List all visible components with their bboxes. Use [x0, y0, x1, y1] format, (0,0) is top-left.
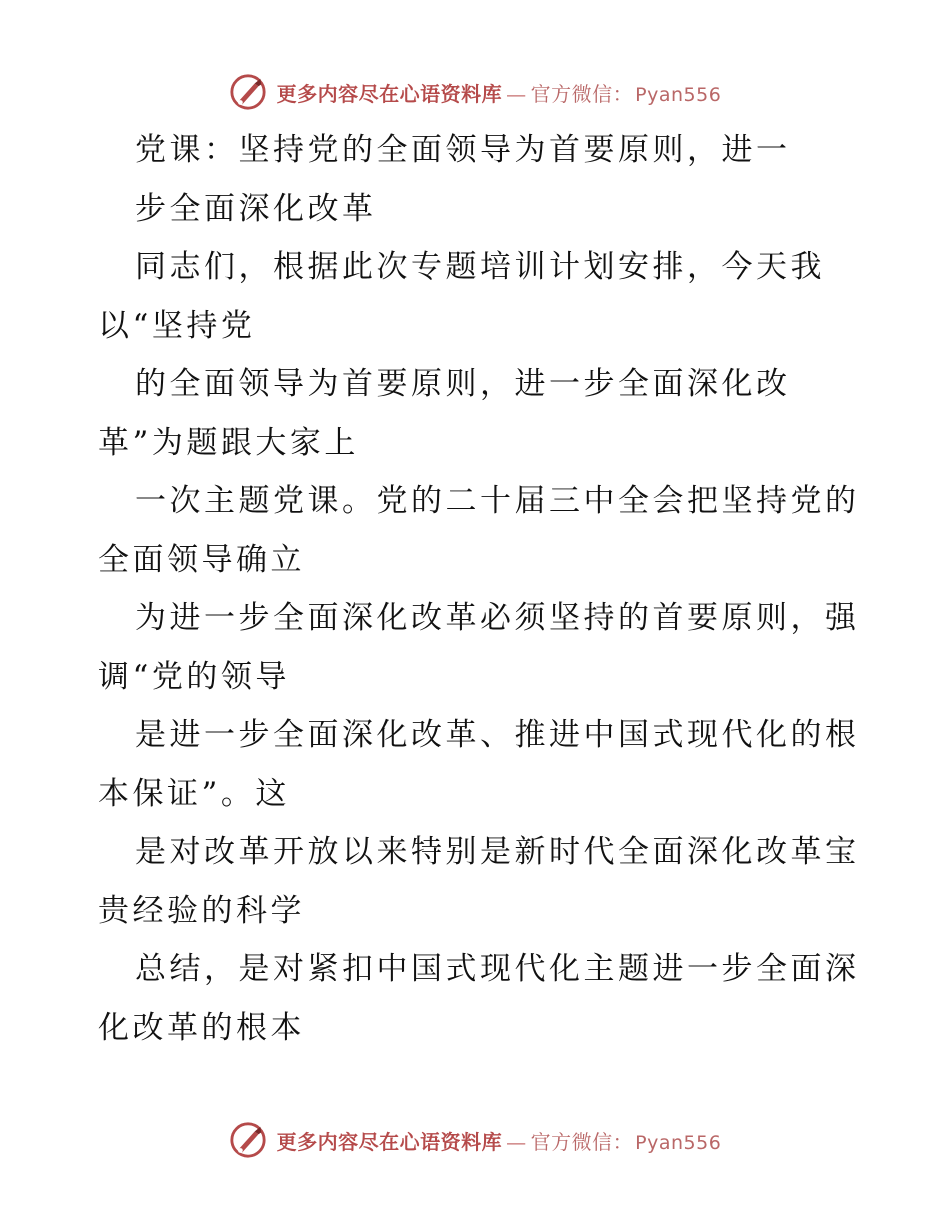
doc-line: 总结，是对紧扣中国式现代化主题进一步全面深 — [135, 951, 860, 987]
watermark-wechat-label: 官方微信： — [530, 81, 634, 106]
doc-line: 化改革的根本 — [98, 1009, 305, 1046]
header-watermark — [0, 70, 950, 114]
doc-line: 的全面领导为首要原则，进一步全面深化改 — [135, 366, 791, 402]
document-body — [98, 121, 868, 1057]
quill-pen-circle-icon — [229, 1121, 267, 1159]
doc-line: 是对改革开放以来特别是新时代全面深化改革宝 — [135, 834, 860, 870]
doc-line: 调“党的领导 — [98, 658, 290, 695]
doc-line: 全面领导确立 — [98, 541, 305, 578]
watermark-text — [277, 78, 722, 107]
doc-line: 以“坚持党 — [98, 307, 256, 344]
footer-watermark — [0, 1118, 950, 1162]
doc-line: 一次主题党课。党的二十届三中全会把坚持党的 — [135, 483, 860, 519]
doc-line: 是进一步全面深化改革、推进中国式现代化的根 — [135, 717, 860, 753]
watermark-text — [277, 1126, 722, 1155]
watermark-wechat-id: Pyan556 — [635, 1131, 722, 1154]
doc-line: 为进一步全面深化改革必须坚持的首要原则，强 — [135, 600, 860, 636]
watermark-site: 更多内容尽在心语资料库 — [276, 1129, 503, 1154]
doc-line: 党课：坚持党的全面领导为首要原则，进一 — [135, 132, 791, 168]
quill-pen-circle-icon — [229, 73, 267, 111]
doc-line: 本保证”。这 — [98, 775, 290, 812]
doc-line: 同志们，根据此次专题培训计划安排，今天我 — [135, 249, 825, 285]
watermark-site: 更多内容尽在心语资料库 — [276, 81, 503, 106]
doc-line: 革”为题跟大家上 — [98, 424, 359, 461]
watermark-wechat-id: Pyan556 — [635, 83, 722, 106]
watermark-dash: — — [506, 81, 527, 106]
doc-line: 步全面深化改革 — [135, 190, 377, 227]
watermark-dash: — — [506, 1129, 527, 1154]
doc-line: 贵经验的科学 — [98, 892, 305, 929]
watermark-wechat-label: 官方微信： — [530, 1129, 634, 1154]
